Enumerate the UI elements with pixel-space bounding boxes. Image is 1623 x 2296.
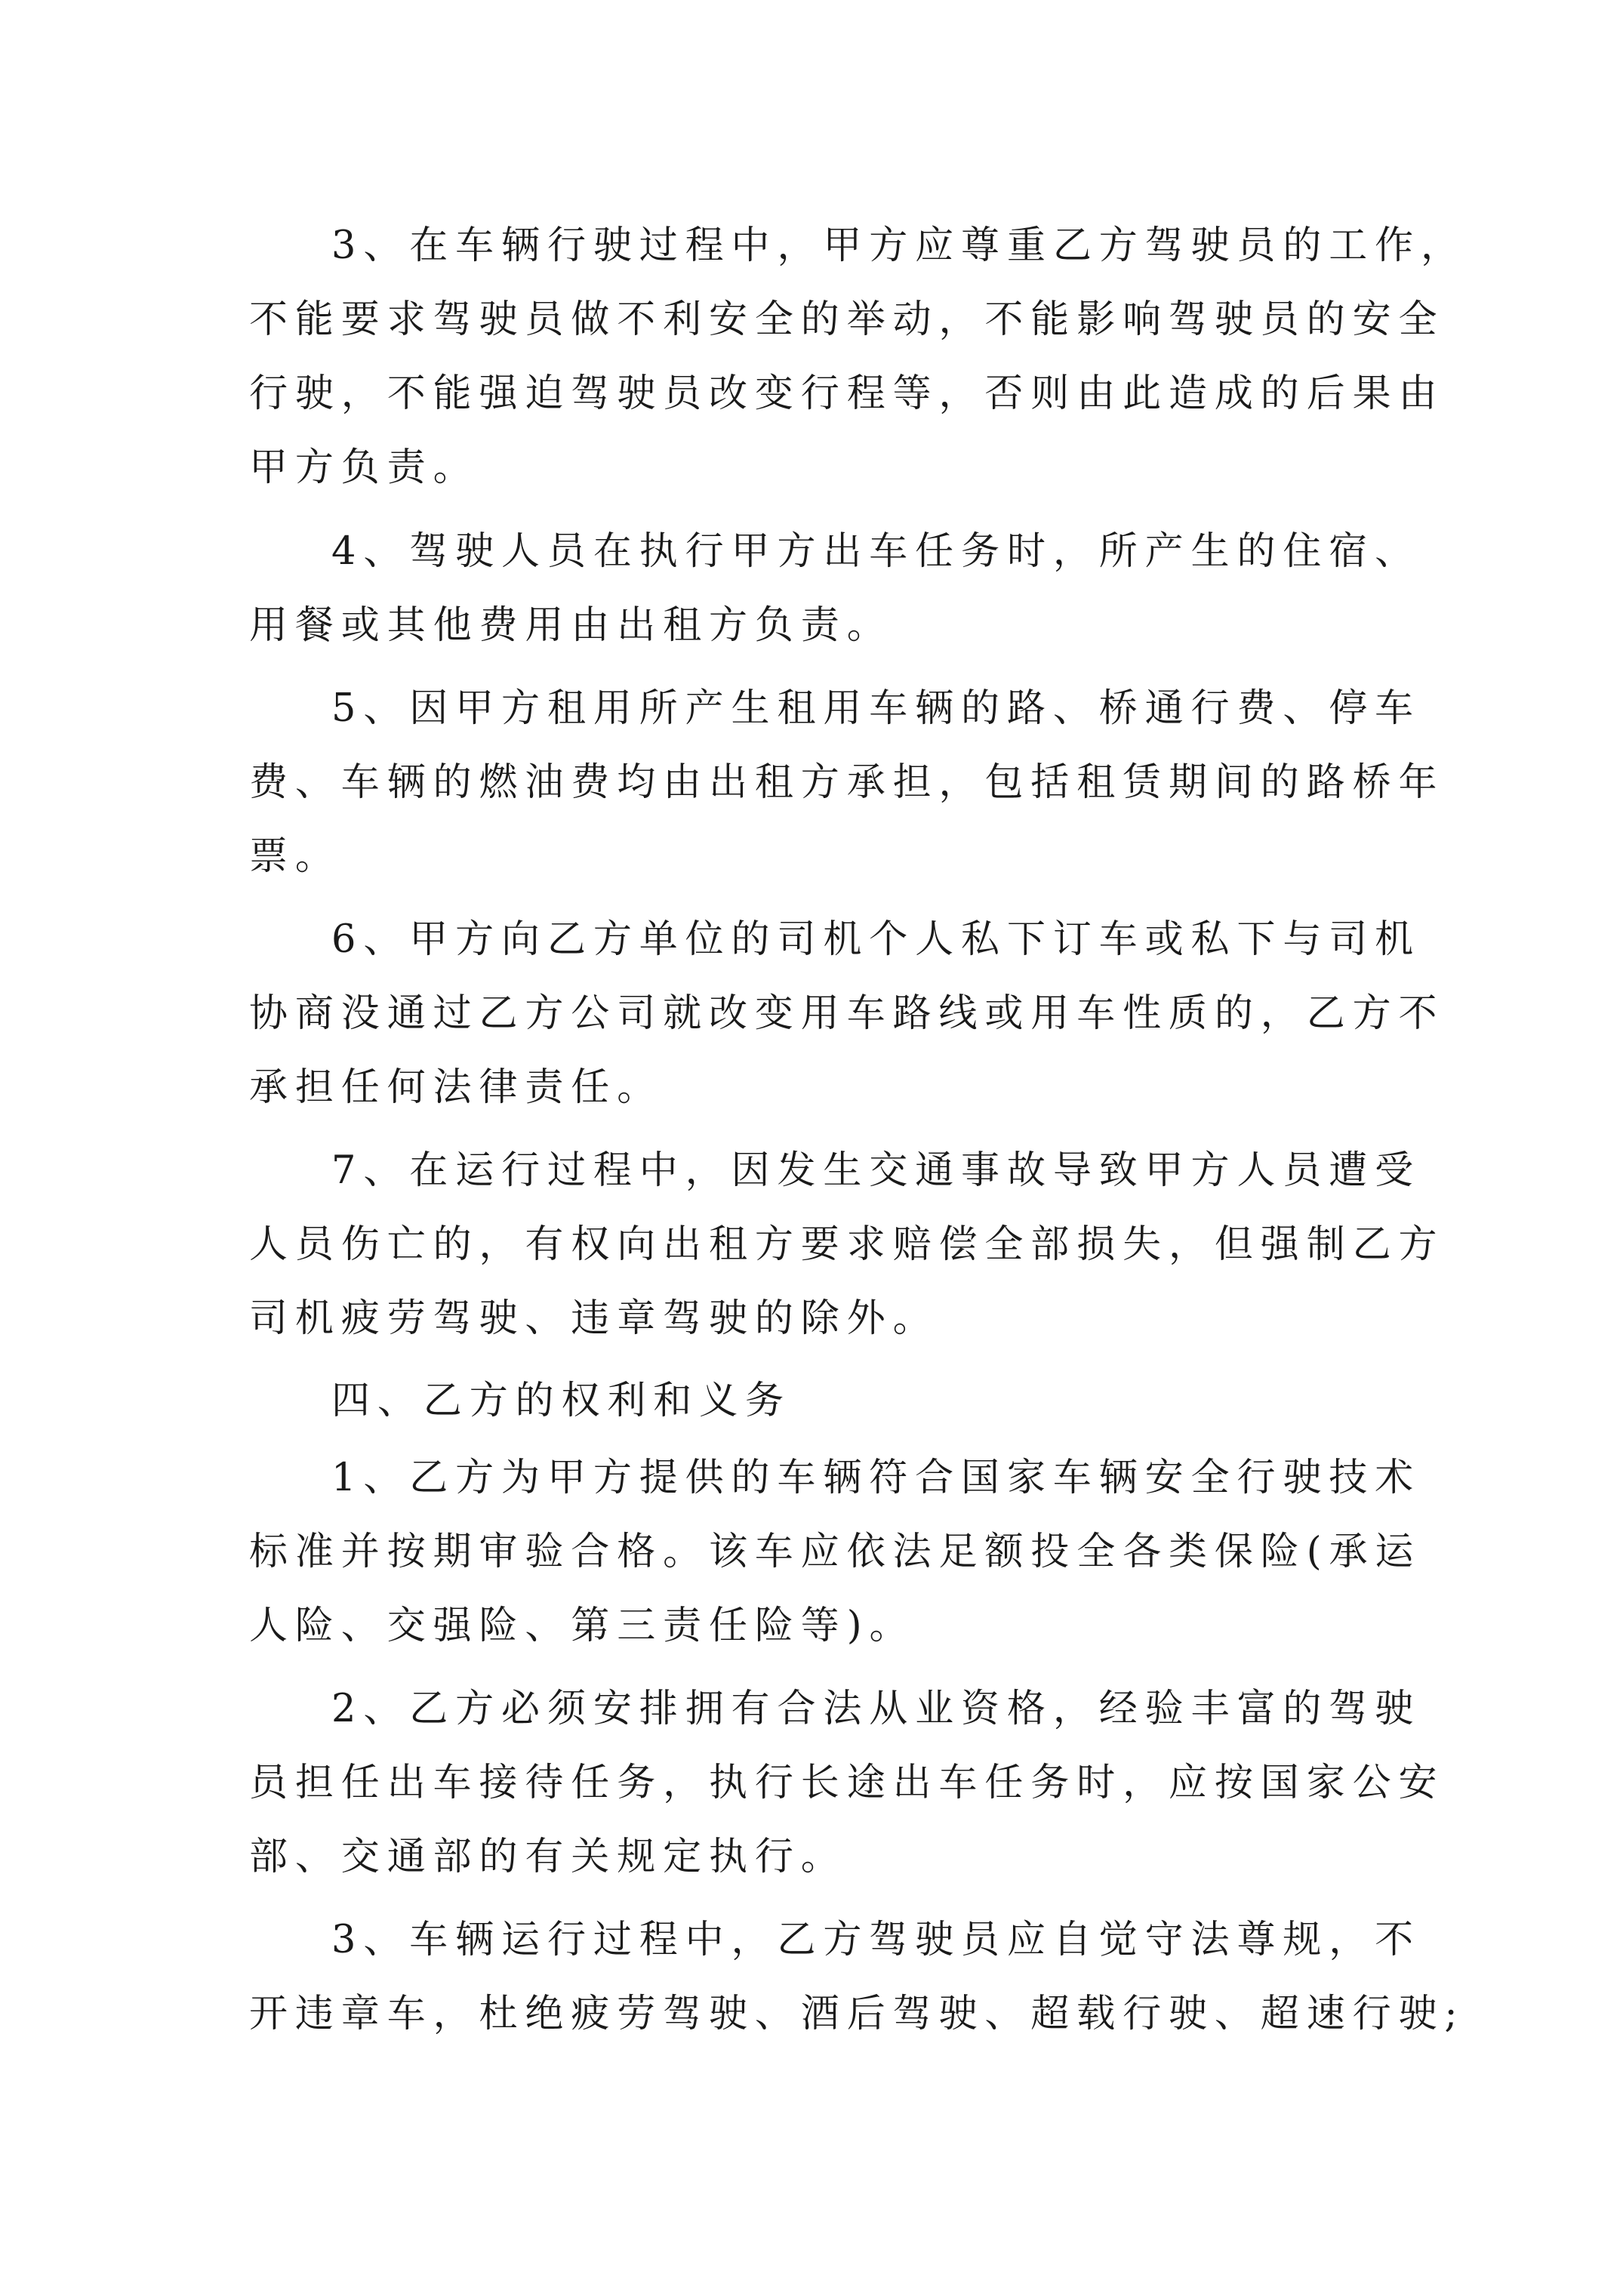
paragraph-line: 1、乙方为甲方提供的车辆符合国家车辆安全行驶技术 <box>331 1456 1421 1500</box>
paragraph-line: 甲方负责。 <box>249 445 479 490</box>
paragraph-line: 6、甲方向乙方单位的司机个人私下订车或私下与司机 <box>331 917 1421 962</box>
paragraph-line: 员担任出车接待任务，执行长途出车任务时，应按国家公安 <box>249 1761 1445 1805</box>
paragraph-line: 3、车辆运行过程中，乙方驾驶员应自觉守法尊规，不 <box>331 1918 1421 1962</box>
paragraph-line: 3、在车辆行驶过程中，甲方应尊重乙方驾驶员的工作， <box>331 223 1467 268</box>
paragraph-line: 不能要求驾驶员做不利安全的举动，不能影响驾驶员的安全 <box>249 297 1445 342</box>
paragraph-line: 部、交通部的有关规定执行。 <box>249 1835 847 1879</box>
section-heading: 四、乙方的权利和义务 <box>331 1379 792 1423</box>
paragraph-line: 7、在运行过程中，因发生交通事故导致甲方人员遭受 <box>331 1148 1421 1193</box>
paragraph-line: 司机疲劳驾驶、违章驾驶的除外。 <box>249 1296 939 1341</box>
paragraph-line: 用餐或其他费用由出租方负责。 <box>249 603 893 648</box>
paragraph-line: 人员伤亡的，有权向出租方要求赔偿全部损失，但强制乙方 <box>249 1222 1445 1267</box>
paragraph-line: 费、车辆的燃油费均由出租方承担，包括租赁期间的路桥年 <box>249 760 1445 805</box>
paragraph-line: 行驶，不能强迫驾驶员改变行程等，否则由此造成的后果由 <box>249 371 1445 416</box>
paragraph-line: 开违章车，杜绝疲劳驾驶、酒后驾驶、超载行驶、超速行驶; <box>249 1992 1465 2036</box>
paragraph-line: 4、驾驶人员在执行甲方出车任务时，所产生的住宿、 <box>331 529 1421 574</box>
paragraph-line: 人险、交强险、第三责任险等)。 <box>249 1604 916 1648</box>
paragraph-line: 5、因甲方租用所产生租用车辆的路、桥通行费、停车 <box>331 686 1421 731</box>
paragraph-line: 票。 <box>249 834 341 879</box>
paragraph-line: 2、乙方必须安排拥有合法从业资格，经验丰富的驾驶 <box>331 1687 1421 1731</box>
paragraph-line: 承担任何法律责任。 <box>249 1065 664 1110</box>
paragraph-line: 协商没通过乙方公司就改变用车路线或用车性质的，乙方不 <box>249 991 1445 1036</box>
paragraph-line: 标准并按期审验合格。该车应依法足额投全各类保险(承运 <box>249 1530 1421 1574</box>
